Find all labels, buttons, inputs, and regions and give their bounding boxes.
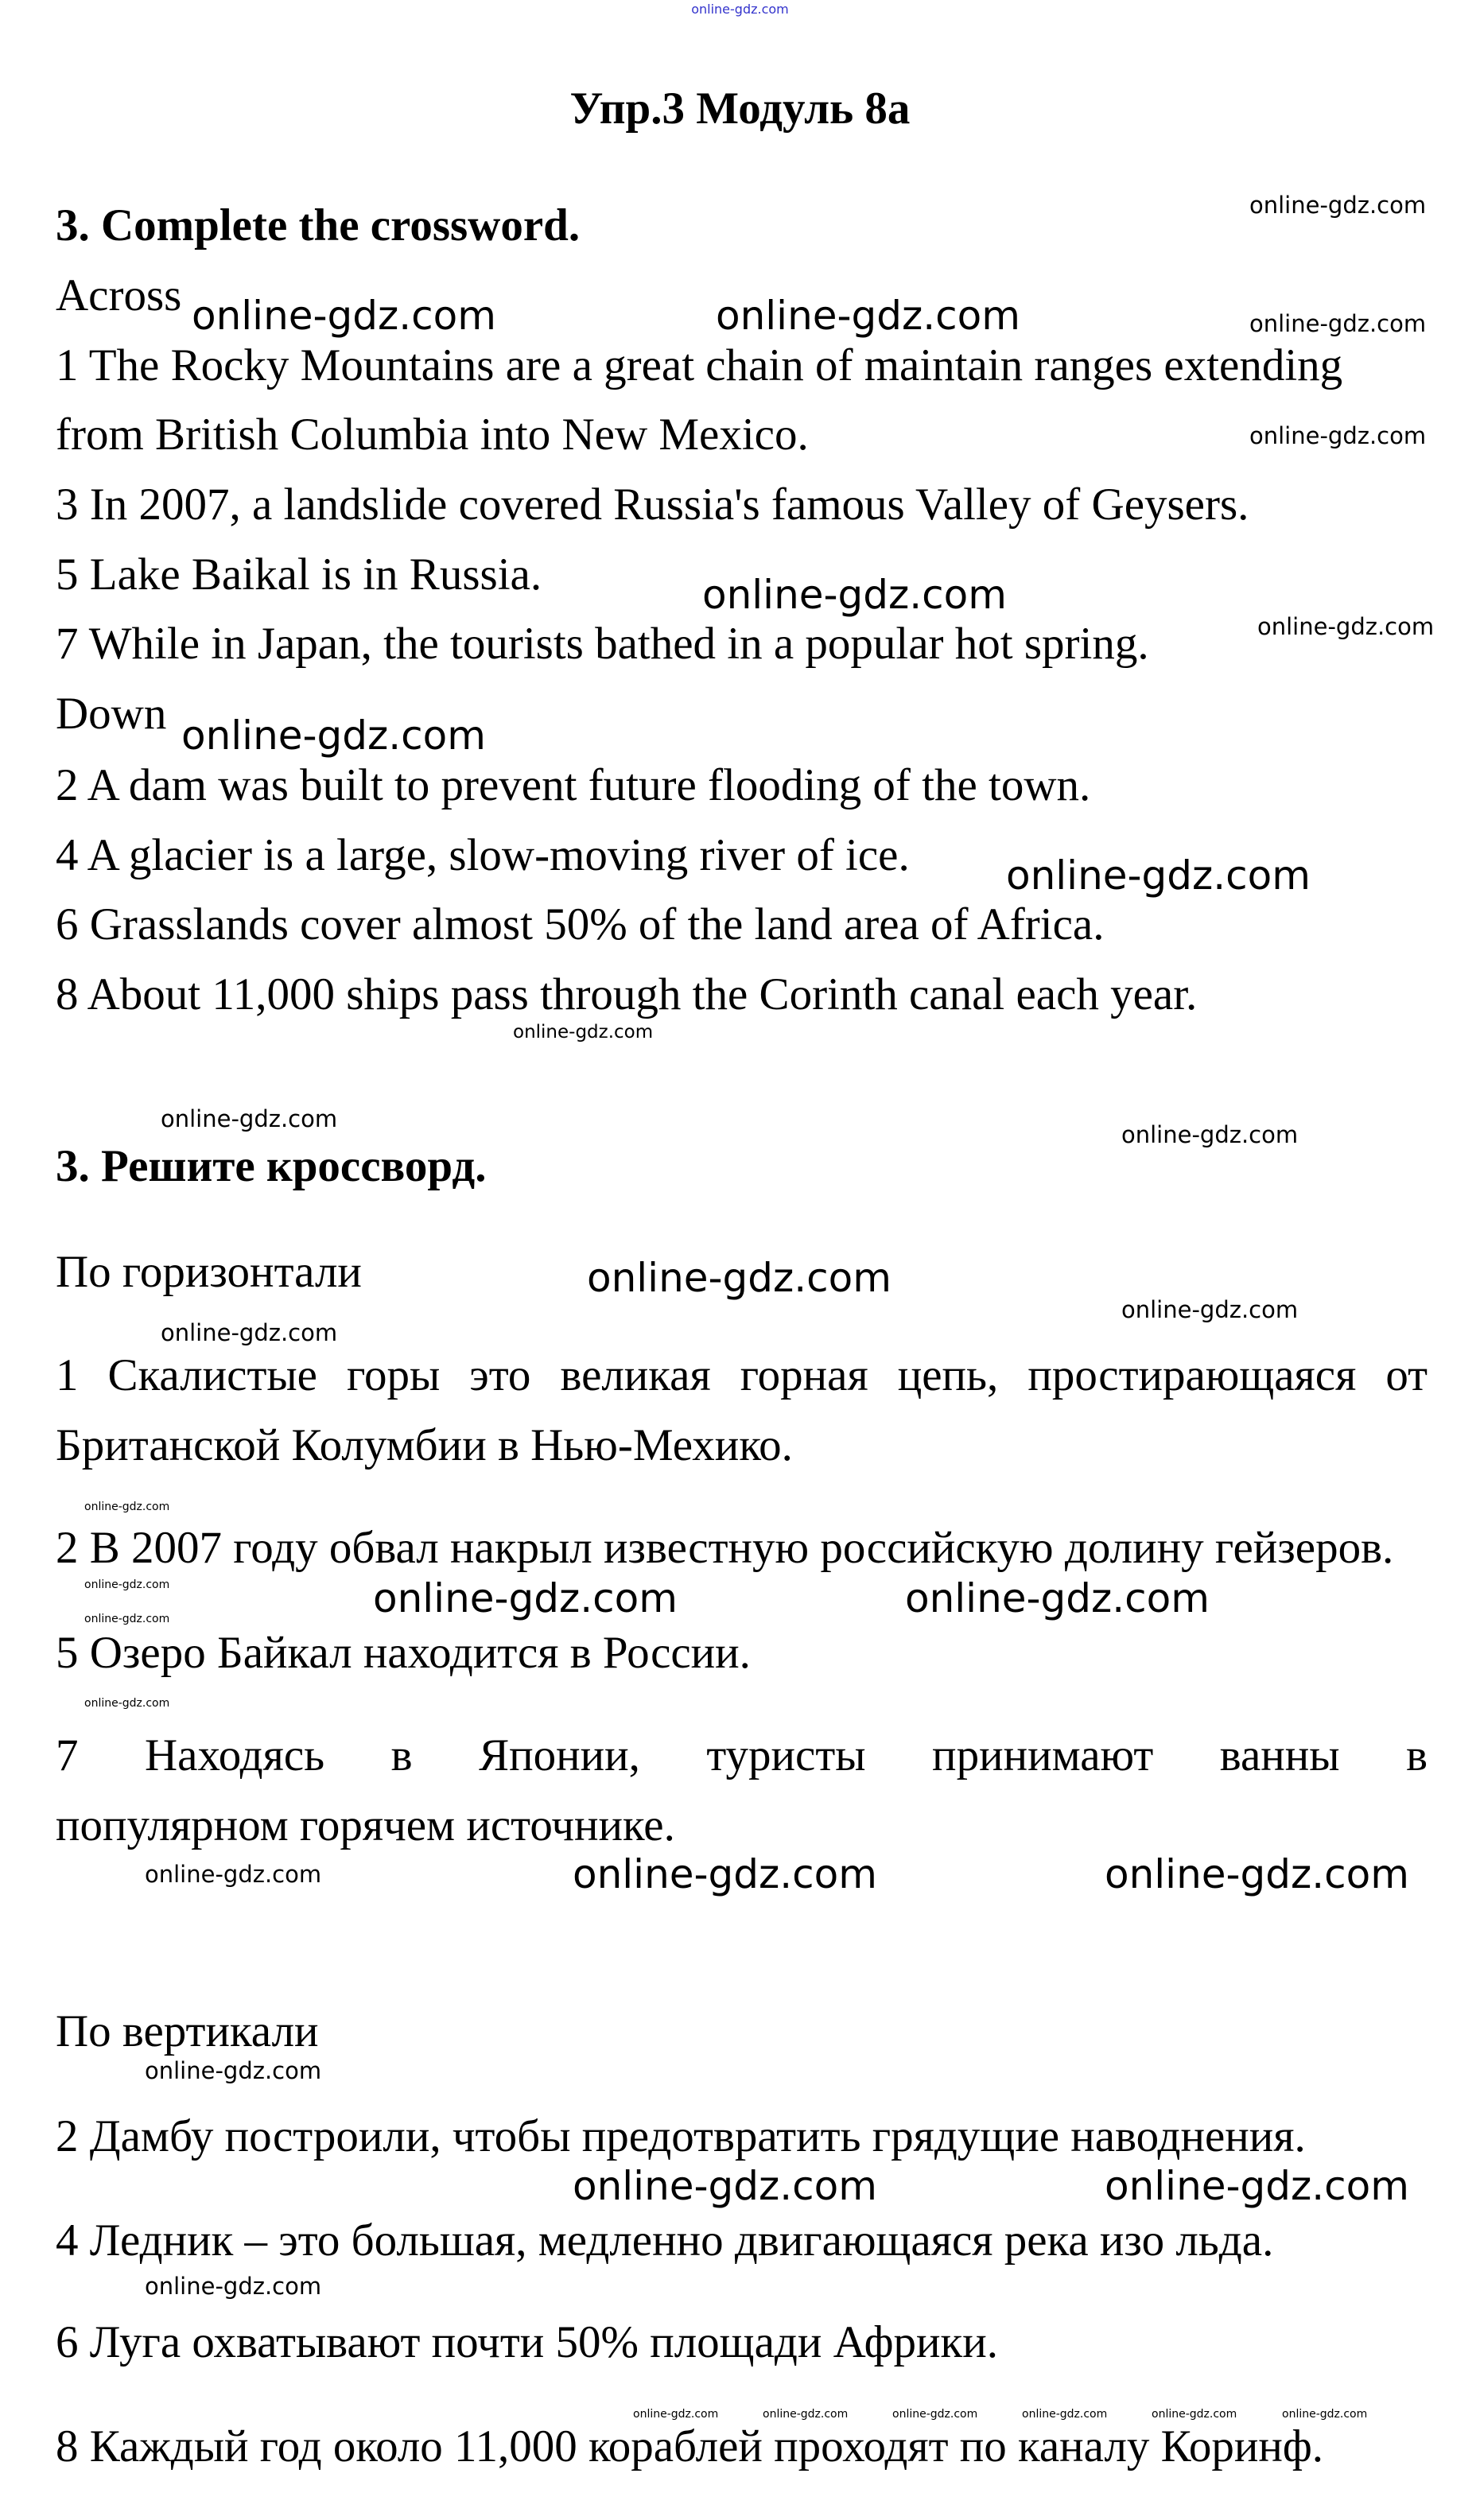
watermark: online-gdz.com <box>892 2408 978 2421</box>
clue-line-ru: 2 В 2007 году обвал накрыл известную российскую долину гейзеров. <box>56 1523 1394 1573</box>
watermark: online-gdz.com <box>181 713 486 759</box>
clue-line: 3 In 2007, a landslide covered Russia's famous Valley of Geysers. <box>56 480 1249 530</box>
watermark: online-gdz.com <box>1121 1121 1299 1148</box>
clue-line-ru: 5 Озеро Байкал находится в России. <box>56 1628 751 1678</box>
watermark: online-gdz.com <box>1257 613 1435 640</box>
watermark: online-gdz.com <box>1249 422 1427 449</box>
watermark: online-gdz.com <box>1249 310 1427 337</box>
clue-line: 1 The Rocky Mountains are a great chain of maintain ranges extending <box>56 340 1343 390</box>
clue-line: from British Columbia into New Mexico. <box>56 410 809 460</box>
clue-line-ru: популярном горячем источнике. <box>56 1800 675 1850</box>
down-label-ru: По вертикали <box>56 2006 319 2056</box>
watermark: online-gdz.com <box>1105 2163 1409 2209</box>
clue-line-ru: 8 Каждый год около 11,000 кораблей проходят по каналу Коринф. <box>56 2421 1324 2471</box>
watermark: online-gdz.com <box>763 2408 849 2421</box>
watermark: online-gdz.com <box>145 2057 322 2084</box>
watermark: online-gdz.com <box>161 1319 338 1346</box>
clue-line-ru: 6 Луга охватывают почти 50% площади Африки. <box>56 2317 999 2367</box>
watermark: online-gdz.com <box>1022 2408 1108 2421</box>
watermark: online-gdz.com <box>513 1022 654 1043</box>
clue-line-ru: 2 Дамбу построили, чтобы предотвратить грядущие наводнения. <box>56 2111 1306 2161</box>
across-label-ru: По горизонтали <box>56 1247 362 1297</box>
watermark: online-gdz.com <box>161 1105 338 1132</box>
watermark: online-gdz.com <box>587 1255 891 1301</box>
down-label: Down <box>56 689 167 739</box>
clue-line: 2 A dam was built to prevent future flooding of the town. <box>56 760 1091 810</box>
clue-line: 5 Lake Baikal is in Russia. <box>56 549 542 600</box>
watermark: online-gdz.com <box>1152 2408 1237 2421</box>
watermark: online-gdz.com <box>1006 852 1311 899</box>
watermark: online-gdz.com <box>905 1575 1210 1621</box>
watermark: online-gdz.com <box>716 293 1020 339</box>
watermark: online-gdz.com <box>573 1851 877 1897</box>
watermark: online-gdz.com <box>84 1501 170 1513</box>
clue-line: 8 About 11,000 ships pass through the Corinth canal each year. <box>56 969 1198 1019</box>
watermark: online-gdz.com <box>702 572 1007 618</box>
clue-line-ru: 4 Ледник – это большая, медленно двигающаяся река изо льда. <box>56 2215 1274 2266</box>
top-watermark: online-gdz.com <box>691 2 789 17</box>
watermark: online-gdz.com <box>84 1613 170 1625</box>
watermark: online-gdz.com <box>145 2273 322 2300</box>
clue-line-ru: Британской Колумбии в Нью-Мехико. <box>56 1420 793 1470</box>
watermark: online-gdz.com <box>84 1697 170 1710</box>
watermark: online-gdz.com <box>1121 1296 1299 1323</box>
across-label: Across <box>56 270 182 320</box>
page-title: Упр.3 Модуль 8а <box>569 83 911 134</box>
watermark: online-gdz.com <box>1282 2408 1368 2421</box>
watermark: online-gdz.com <box>1105 1851 1409 1897</box>
watermark: online-gdz.com <box>145 1861 322 1888</box>
watermark: online-gdz.com <box>192 293 496 339</box>
clue-line: 7 While in Japan, the tourists bathed in a popular hot spring. <box>56 619 1149 669</box>
exercise-heading-ru: 3. Решите кроссворд. <box>56 1141 487 1191</box>
clue-line: 6 Grasslands cover almost 50% of the land area of Africa. <box>56 899 1105 949</box>
clue-line: 4 A glacier is a large, slow-moving river of ice. <box>56 830 910 880</box>
watermark: online-gdz.com <box>84 1578 170 1591</box>
watermark: online-gdz.com <box>633 2408 719 2421</box>
clue-line-ru: 1 Скалистые горы это великая горная цепь, простирающаяся от <box>56 1350 1428 1400</box>
clue-line-ru: 7 Находясь в Японии, туристы принимают ванны в <box>56 1730 1428 1780</box>
exercise-heading: 3. Complete the crossword. <box>56 200 581 250</box>
watermark: online-gdz.com <box>373 1575 678 1621</box>
watermark: online-gdz.com <box>573 2163 877 2209</box>
watermark: online-gdz.com <box>1249 192 1427 219</box>
